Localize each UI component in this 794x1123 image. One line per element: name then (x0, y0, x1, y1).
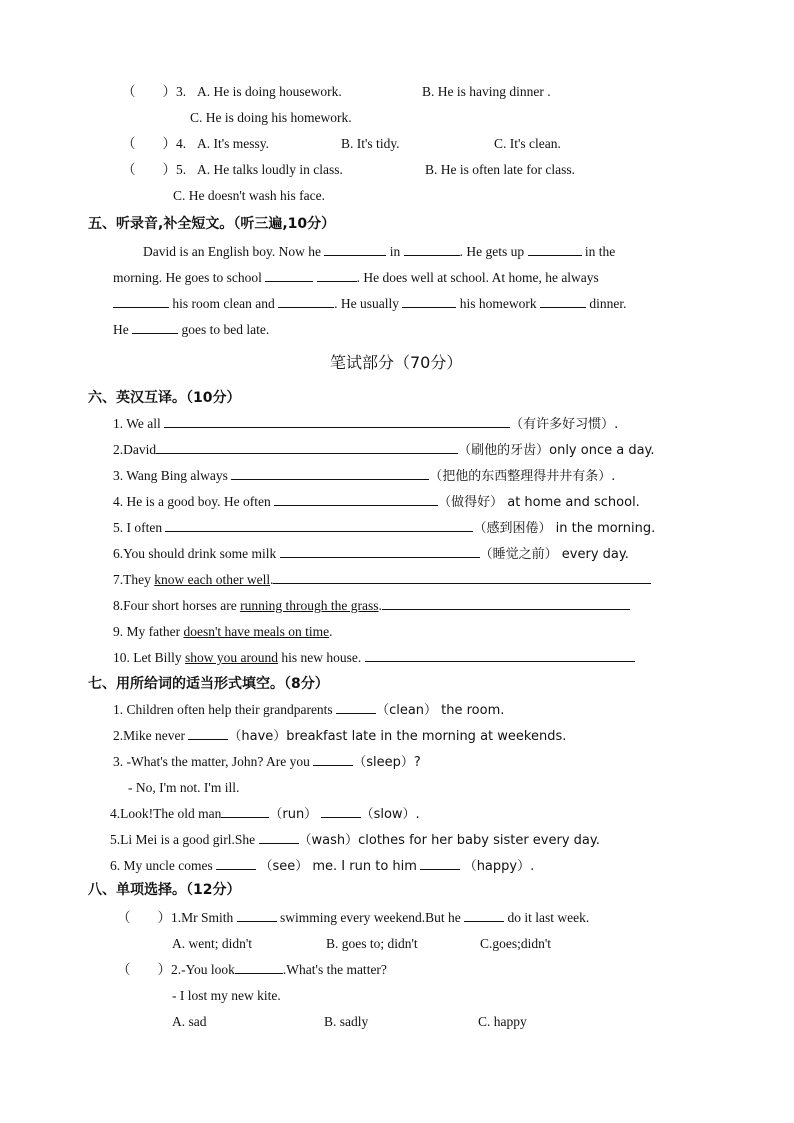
fill-item-1: 1. Children often help their grandparents （clean） the room. (113, 702, 505, 718)
q5-option-b: B. He is often late for class. (425, 162, 575, 177)
blank[interactable] (132, 321, 178, 334)
passage-line-3: his room clean and . He usually his homework dinner. (113, 295, 626, 313)
fill-item-3-reply: - No, I'm not. I'm ill. (128, 780, 240, 795)
section5-title: 五、听录音,补全短文。（听三遍,10分） (88, 216, 336, 232)
q4-option-c: C. It's clean. (494, 136, 561, 151)
answer-blank[interactable] (313, 753, 353, 766)
choice-2-reply: - I lost my new kite. (172, 988, 281, 1003)
translate-item-8: 8.Four short horses are running through the grass. (113, 597, 630, 615)
answer-blank[interactable] (259, 831, 299, 844)
translate-item-4: 4. He is a good boy. He often （做得好） at home and school. (113, 494, 640, 510)
answer-blank[interactable] (237, 909, 277, 922)
choice-2-option-a: A. sad (172, 1014, 207, 1029)
translate-item-5: 5. I often （感到困倦） in the morning. (113, 520, 656, 536)
translate-item-3: 3. Wang Bing always （把他的东西整理得井井有条）. (113, 468, 616, 484)
answer-blank[interactable] (464, 909, 504, 922)
answer-blank[interactable] (235, 961, 283, 974)
answer-blank[interactable] (216, 857, 256, 870)
blank[interactable] (324, 243, 386, 256)
answer-blank[interactable] (420, 857, 460, 870)
section8-title: 八、单项选择。（12分） (88, 882, 241, 898)
answer-blank[interactable] (382, 597, 630, 610)
blank[interactable] (528, 243, 582, 256)
blank[interactable] (404, 243, 460, 256)
blank[interactable] (402, 295, 456, 308)
answer-blank[interactable] (156, 441, 458, 454)
q3-option-a: A. He is doing housework. (197, 84, 342, 99)
blank[interactable] (540, 295, 586, 308)
passage-line-2: morning. He goes to school . He does well at school. At home, he always (113, 270, 599, 285)
answer-blank[interactable] (165, 519, 473, 532)
passage-line-1: David is an English boy. Now he in . He gets up in the (143, 244, 616, 259)
choice-item-2: （ ）2.-You look .What's the matter? (117, 962, 387, 977)
translate-item-1: 1. We all （有许多好习惯）. (113, 416, 619, 432)
answer-blank[interactable] (365, 649, 635, 662)
q3-option-c: C. He is doing his homework. (190, 110, 352, 125)
passage-line-4: He goes to bed late. (113, 322, 270, 337)
q3-option-b: B. He is having dinner . (422, 84, 551, 99)
fill-item-2: 2.Mike never （have）breakfast late in the morning at weekends. (113, 728, 567, 744)
answer-blank[interactable] (321, 805, 361, 818)
q4-option-b: B. It's tidy. (341, 136, 400, 151)
answer-blank[interactable] (164, 415, 510, 428)
blank[interactable] (265, 269, 313, 282)
fill-item-3: 3. -What's the matter, John? Are you （sleep）? (113, 754, 421, 770)
fill-item-6: 6. My uncle comes （see） me. I run to him （happy）. (110, 858, 535, 874)
fill-item-5: 5.Li Mei is a good girl.She （wash）clothes for her baby sister every day. (110, 832, 600, 848)
choice-1-option-a: A. went; didn't (172, 936, 253, 951)
q5-option-a: A. He talks loudly in class. (197, 162, 343, 177)
blank[interactable] (278, 295, 334, 308)
answer-blank[interactable] (273, 571, 651, 584)
choice-1-option-c: C.goes;didn't (480, 936, 552, 951)
q5-number: （ ）5. (122, 162, 187, 177)
translate-item-9: 9. My father doesn't have meals on time. (113, 624, 333, 639)
answer-blank[interactable] (336, 701, 376, 714)
section6-title: 六、英汉互译。（10分） (88, 390, 241, 406)
translate-item-6: 6.You should drink some milk （睡觉之前） every day. (113, 546, 629, 562)
answer-blank[interactable] (231, 467, 429, 480)
answer-blank[interactable] (274, 493, 438, 506)
choice-2-option-b: B. sadly (324, 1014, 369, 1029)
q5-option-c: C. He doesn't wash his face. (173, 188, 326, 203)
choice-item-1: （ ）1.Mr Smith swimming every weekend.But he do it last week. (117, 910, 590, 925)
choice-2-option-c: C. happy (478, 1014, 527, 1029)
choice-1-option-b: B. goes to; didn't (326, 936, 418, 951)
answer-blank[interactable] (221, 805, 269, 818)
q4-number: （ ）4. (122, 136, 187, 151)
blank[interactable] (317, 269, 357, 282)
q3-number: （ ）3. (122, 84, 187, 99)
answer-blank[interactable] (188, 727, 228, 740)
written-part-title: 笔试部分（70分） (330, 353, 463, 372)
answer-blank[interactable] (280, 545, 480, 558)
translate-item-7: 7.They know each other well. (113, 571, 651, 589)
q4-option-a: A. It's messy. (197, 136, 270, 151)
translate-item-2: 2.David （刷他的牙齿）only once a day. (113, 442, 655, 458)
section7-title: 七、用所给词的适当形式填空。（8分） (88, 676, 329, 692)
translate-item-10: 10. Let Billy show you around his new house. (113, 649, 635, 667)
fill-item-4: 4.Look!The old man （run） （slow）. (110, 806, 420, 822)
blank[interactable] (113, 295, 169, 308)
